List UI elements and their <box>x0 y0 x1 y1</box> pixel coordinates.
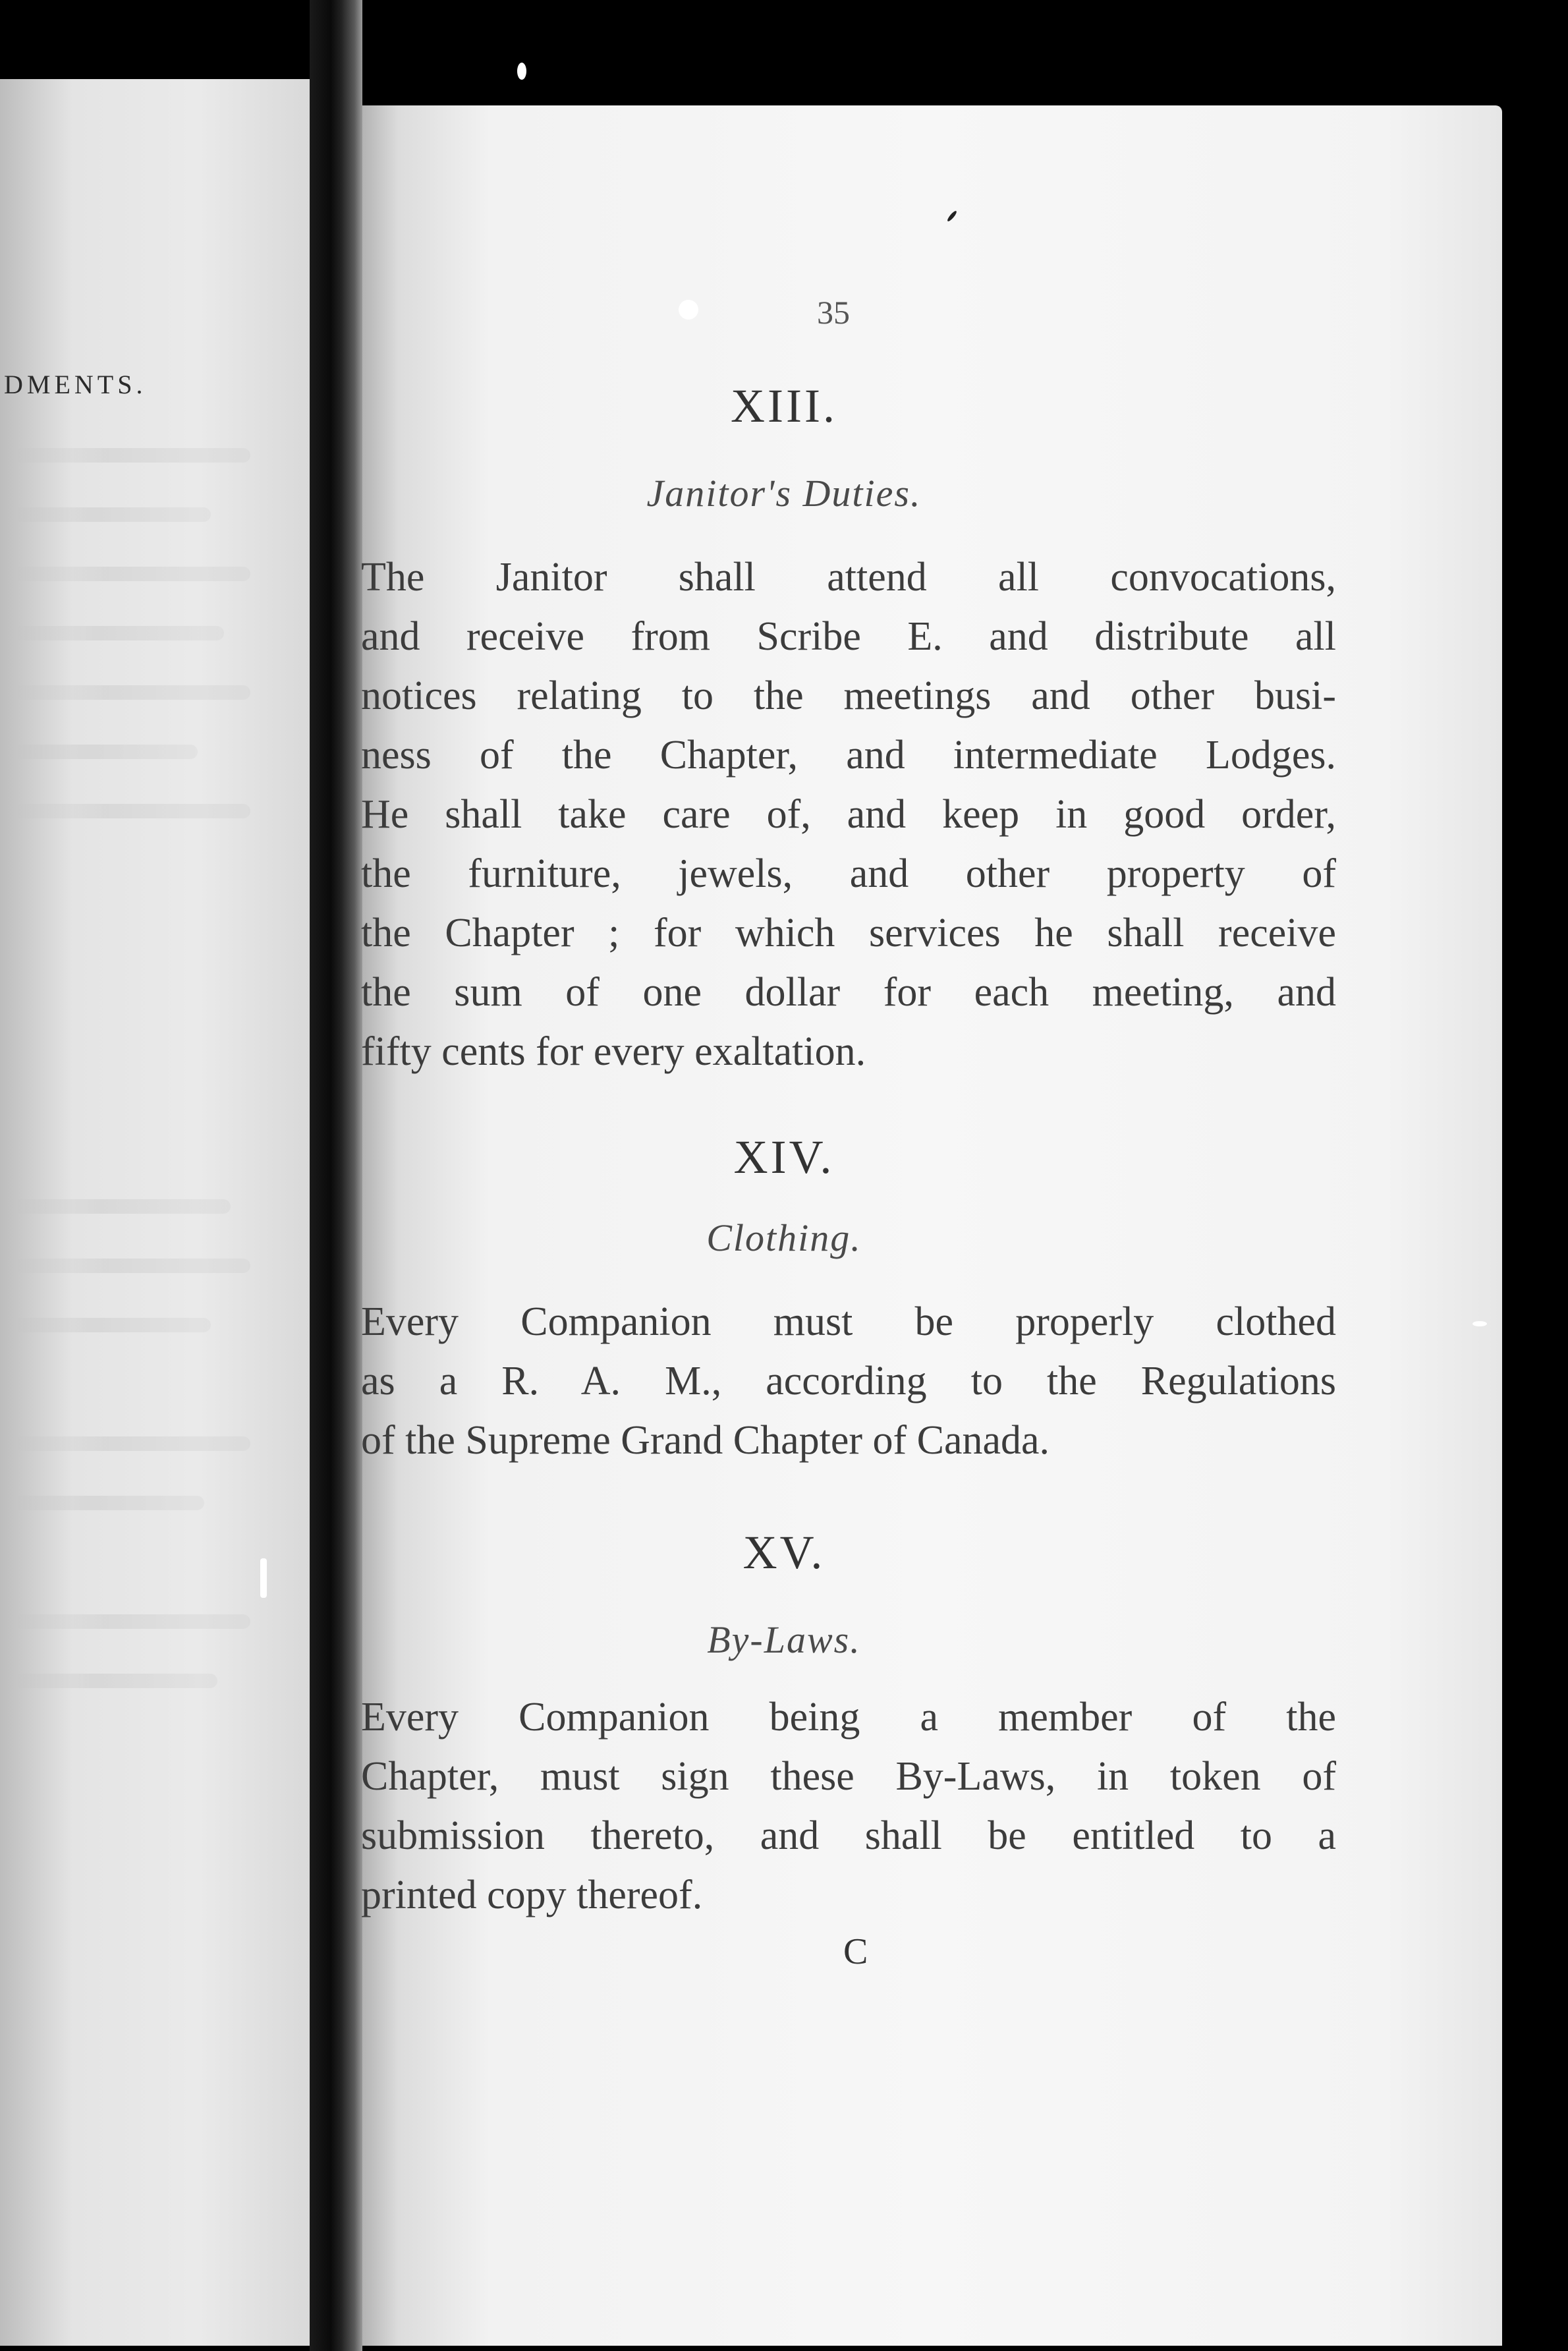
paragraph-line: the sum of one dollar for each meeting, and <box>361 970 1336 1015</box>
paragraph-line: notices relating to the meetings and other busi- <box>361 673 1336 718</box>
signature-mark: C <box>843 1931 868 1972</box>
paragraph-line: fifty cents for every exaltation. <box>361 1029 866 1074</box>
scan-speck <box>517 63 526 80</box>
paragraph-line: submission thereto, and shall be entitled to a <box>361 1813 1336 1858</box>
left-page-running-header: DMENTS. <box>4 370 147 399</box>
section-subheading-janitors-duties: Janitor's Duties. <box>646 472 922 515</box>
paragraph-line: printed copy thereof. <box>361 1873 703 1917</box>
section-heading-xiv: XIV. <box>733 1131 835 1183</box>
section-heading-xv: XV. <box>742 1526 826 1579</box>
paragraph-line: of the Supreme Grand Chapter of Canada. <box>361 1418 1050 1463</box>
page-number: 35 <box>817 294 850 331</box>
scan-speck <box>260 1558 267 1598</box>
paragraph-line: Chapter, must sign these By-Laws, in token of <box>361 1754 1336 1799</box>
paragraph-line: and receive from Scribe E. and distribute all <box>361 614 1336 659</box>
paragraph-line: Every Companion being a member of the <box>361 1695 1336 1740</box>
paragraph-line: the furniture, jewels, and other property of <box>361 851 1336 896</box>
section-subheading-by-laws: By-Laws. <box>707 1618 861 1661</box>
section-subheading-clothing: Clothing. <box>706 1216 862 1259</box>
paragraph-line: as a R. A. M., according to the Regulations <box>361 1359 1336 1403</box>
paragraph-line: the Chapter ; for which services he shall receive <box>361 911 1336 955</box>
paragraph-line: The Janitor shall attend all convocations, <box>361 555 1336 600</box>
scan-speck <box>1472 1321 1487 1326</box>
scan-speck <box>679 300 698 320</box>
paragraph-line: ness of the Chapter, and intermediate Lodges. <box>361 733 1336 778</box>
paragraph-line: He shall take care of, and keep in good order, <box>361 792 1336 837</box>
paragraph-line: Every Companion must be properly clothed <box>361 1299 1336 1344</box>
section-heading-xiii: XIII. <box>731 380 837 432</box>
